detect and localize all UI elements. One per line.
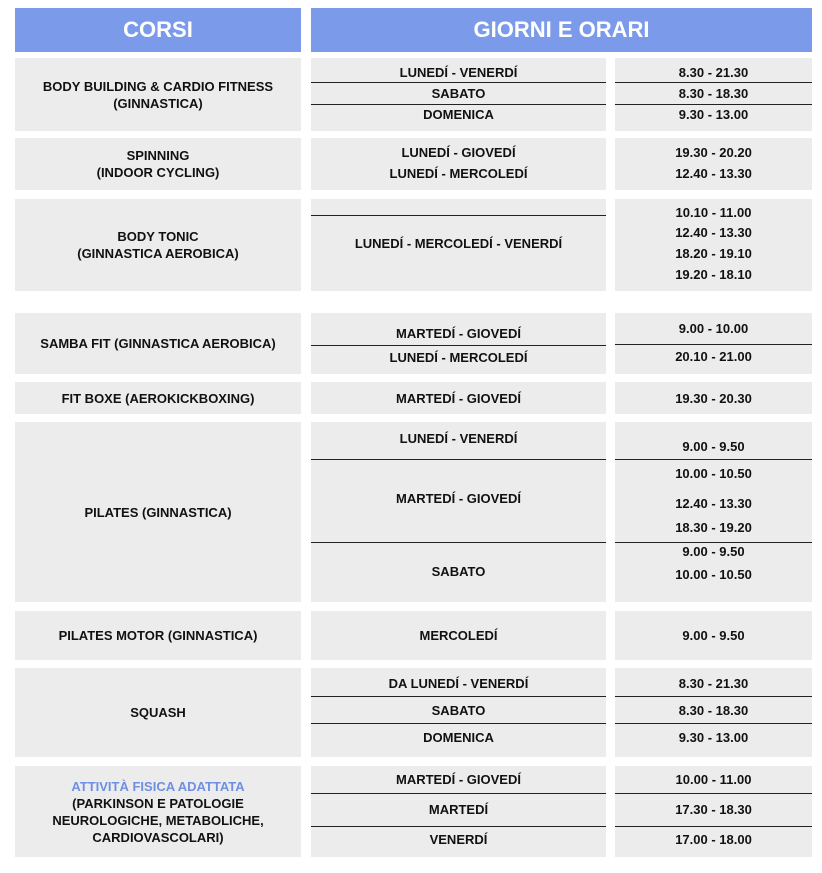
course-name: PILATES (GINNASTICA) (84, 504, 232, 520)
day-label: DOMENICA (423, 107, 494, 122)
course-name: PILATES MOTOR (GINNASTICA) (58, 628, 258, 643)
days-spinning (311, 138, 606, 190)
times-pilates (615, 422, 812, 602)
days-squash (311, 668, 606, 757)
times-spinning (615, 138, 812, 190)
time-label: 12.40 - 13.30 (675, 496, 752, 511)
course-subtitle: (INDOOR CYCLING) (96, 165, 220, 180)
day-label: LUNEDÍ - MERCOLEDÍ - VENERDÍ (354, 236, 563, 251)
day-label: MARTEDÍ - GIOVEDÍ (396, 491, 521, 506)
days-pilates-motor (311, 611, 606, 660)
course-body-building (15, 58, 301, 131)
courses-header: CORSI (15, 8, 301, 52)
divider (311, 459, 606, 460)
course-body-tonic (15, 199, 301, 291)
course-subtitle: (GINNASTICA AEROBICA) (77, 246, 239, 261)
time-label: 18.20 - 19.10 (675, 246, 752, 261)
time-label: 17.30 - 18.30 (675, 802, 752, 817)
course-name: BODY TONIC (117, 229, 199, 244)
time-label: 10.10 - 11.00 (675, 205, 752, 220)
days-body-tonic (311, 199, 606, 291)
divider (615, 459, 812, 460)
divider (615, 344, 812, 345)
divider (615, 793, 812, 794)
divider (615, 723, 812, 724)
course-subtitle: NEUROLOGICHE, METABOLICHE, (52, 812, 264, 828)
day-label: VENERDÍ (429, 832, 488, 847)
time-label: 8.30 - 18.30 (678, 703, 749, 718)
times-body-tonic (615, 199, 812, 291)
time-label: 8.30 - 18.30 (678, 86, 749, 101)
course-pilates-motor (15, 611, 301, 660)
times-samba-fit (615, 313, 812, 374)
day-label: SABATO (431, 564, 486, 579)
times-pilates-motor (615, 611, 812, 660)
time-label: 10.00 - 10.50 (675, 567, 752, 582)
day-label: MARTEDÍ - GIOVEDÍ (396, 390, 521, 406)
time-label: 9.30 - 13.00 (678, 730, 749, 745)
day-label: MARTEDÍ - GIOVEDÍ (396, 326, 521, 341)
time-label: 8.30 - 21.30 (678, 65, 749, 80)
time-label: 10.00 - 10.50 (675, 466, 752, 481)
day-label: SABATO (431, 703, 486, 718)
course-name: SQUASH (130, 705, 186, 720)
times-squash (615, 668, 812, 757)
divider (311, 215, 606, 216)
divider (311, 104, 606, 105)
day-label: LUNEDÍ - MERCOLEDÍ (389, 166, 528, 181)
time-label: 9.00 - 9.50 (682, 628, 745, 643)
schedule-header: GIORNI E ORARI (311, 8, 812, 52)
course-name: ATTIVITÀ FISICA ADATTATA (71, 778, 245, 794)
course-name: SPINNING (126, 148, 190, 163)
days-attivita-fisica-adattata (311, 766, 606, 857)
divider (311, 793, 606, 794)
day-label: SABATO (431, 86, 486, 101)
days-samba-fit (311, 313, 606, 374)
days-body-building (311, 58, 606, 131)
divider (615, 826, 812, 827)
times-fit-boxe (615, 382, 812, 414)
course-subtitle: (PARKINSON E PATOLOGIE (72, 795, 244, 811)
time-label: 9.00 - 10.00 (678, 321, 749, 336)
divider (311, 82, 606, 83)
divider (311, 826, 606, 827)
time-label: 19.30 - 20.30 (675, 390, 752, 406)
time-label: 8.30 - 21.30 (678, 676, 749, 691)
time-label: 10.00 - 11.00 (675, 772, 752, 787)
course-samba-fit (15, 313, 301, 374)
divider (615, 542, 812, 543)
time-label: 12.40 - 13.30 (675, 166, 752, 181)
days-fit-boxe (311, 382, 606, 414)
day-label: LUNEDÍ - VENERDÍ (399, 431, 518, 446)
course-name: FIT BOXE (AEROKICKBOXING) (61, 390, 255, 406)
time-label: 9.30 - 13.00 (678, 107, 749, 122)
day-label: DOMENICA (423, 730, 494, 745)
day-label: MARTEDÍ (428, 802, 489, 817)
course-squash (15, 668, 301, 757)
times-attivita-fisica-adattata (615, 766, 812, 857)
course-subtitle: CARDIOVASCOLARI) (92, 829, 224, 845)
day-label: MERCOLEDÍ (419, 628, 498, 643)
course-attivita-fisica-adattata (15, 766, 301, 857)
time-label: 19.20 - 18.10 (675, 267, 752, 282)
days-pilates (311, 422, 606, 602)
course-name: BODY BUILDING & CARDIO FITNESS (42, 78, 274, 94)
day-label: LUNEDÍ - VENERDÍ (399, 65, 518, 80)
day-label: MARTEDÍ - GIOVEDÍ (396, 772, 521, 787)
time-label: 19.30 - 20.20 (675, 145, 752, 160)
divider (311, 542, 606, 543)
course-name: SAMBA FIT (GINNASTICA AEROBICA) (40, 336, 276, 351)
time-label: 17.00 - 18.00 (675, 832, 752, 847)
divider (615, 82, 812, 83)
course-subtitle: (GINNASTICA) (113, 95, 203, 111)
course-fit-boxe (15, 382, 301, 414)
time-label: 18.30 - 19.20 (675, 520, 752, 535)
divider (311, 345, 606, 346)
time-label: 12.40 - 13.30 (675, 225, 752, 240)
time-label: 9.00 - 9.50 (682, 439, 745, 454)
day-label: DA LUNEDÍ - VENERDÍ (388, 676, 529, 691)
divider (311, 723, 606, 724)
time-label: 20.10 - 21.00 (675, 349, 752, 364)
times-body-building (615, 58, 812, 131)
course-spinning (15, 138, 301, 190)
divider (615, 104, 812, 105)
day-label: LUNEDÍ - GIOVEDÍ (401, 145, 516, 160)
time-label: 9.00 - 9.50 (682, 544, 745, 559)
divider (311, 696, 606, 697)
day-label: LUNEDÍ - MERCOLEDÍ (389, 350, 528, 365)
divider (615, 696, 812, 697)
course-pilates (15, 422, 301, 602)
